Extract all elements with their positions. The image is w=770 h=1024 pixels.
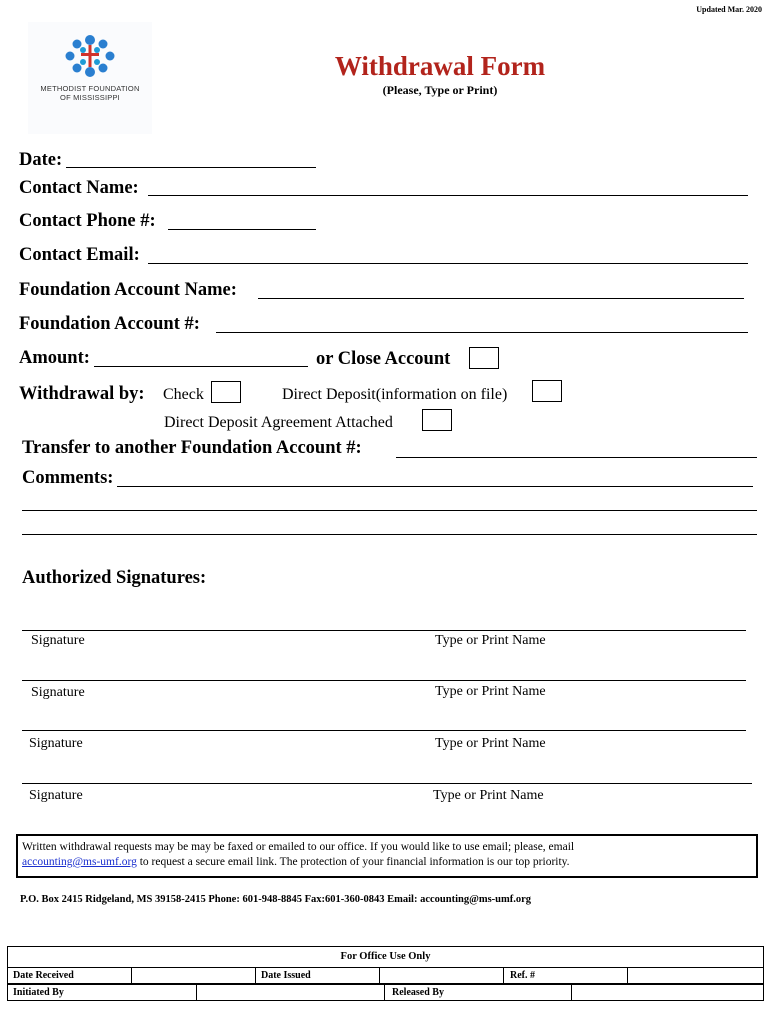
office-use-heading: For Office Use Only (7, 946, 764, 967)
signature-line-3[interactable] (22, 730, 746, 731)
close-account-checkbox[interactable] (469, 347, 499, 369)
comments-field-line-2[interactable] (22, 510, 757, 511)
updated-date: Updated Mar. 2020 (696, 5, 762, 14)
dd-agreement-label: Direct Deposit Agreement Attached (164, 414, 393, 431)
signature-line-2[interactable] (22, 680, 746, 681)
print-name-label-1: Type or Print Name (435, 633, 546, 648)
methodist-foundation-logo-icon (60, 32, 120, 82)
signature-line-1[interactable] (22, 630, 746, 631)
date-field[interactable] (66, 167, 316, 168)
contact-phone-label: Contact Phone #: (19, 211, 156, 231)
transfer-account-field[interactable] (396, 457, 757, 458)
amount-field[interactable] (94, 366, 308, 367)
amount-label: Amount: (19, 348, 90, 368)
direct-deposit-label: Direct Deposit(information on file) (282, 386, 508, 403)
contact-phone-field[interactable] (168, 229, 316, 230)
office-row-1 (7, 967, 764, 984)
signature-label-4: Signature (29, 788, 83, 803)
print-name-label-3: Type or Print Name (435, 736, 546, 751)
date-issued-label: Date Issued (261, 970, 311, 981)
comments-field-line-3[interactable] (22, 534, 757, 535)
account-number-field[interactable] (216, 332, 748, 333)
check-label: Check (163, 386, 204, 403)
print-name-label-4: Type or Print Name (433, 788, 544, 803)
contact-address: P.O. Box 2415 Ridgeland, MS 39158-2415 Phone: 601-948-8845 Fax:601-360-0843 Email: accounting@ms-umf.org (20, 894, 532, 905)
signature-label-1: Signature (31, 633, 85, 648)
comments-label: Comments: (22, 468, 114, 488)
date-label: Date: (19, 150, 63, 170)
initiated-by-label: Initiated By (13, 987, 64, 998)
dd-agreement-checkbox[interactable] (422, 409, 452, 431)
account-name-field[interactable] (258, 298, 744, 299)
check-checkbox[interactable] (211, 381, 241, 403)
organization-logo (28, 22, 152, 134)
withdrawal-by-label: Withdrawal by: (19, 384, 145, 404)
signature-label-3: Signature (29, 736, 83, 751)
form-subtitle: (Please, Type or Print) (382, 83, 498, 97)
form-title: Withdrawal Form (334, 51, 546, 81)
contact-name-field[interactable] (148, 195, 748, 196)
notice-text-before: Written withdrawal requests may be may be faxed or emailed to our office. If you would like to use email; please, email (22, 841, 575, 853)
contact-email-label: Contact Email: (19, 245, 140, 265)
direct-deposit-checkbox[interactable] (532, 380, 562, 402)
org-name-line2: OF MISSISSIPPI (60, 93, 120, 102)
authorized-signatures-heading: Authorized Signatures: (22, 568, 207, 588)
email-link[interactable]: accounting@ms-umf.org (22, 856, 137, 868)
office-row-2 (7, 984, 764, 1001)
signature-label-2: Signature (31, 685, 85, 700)
print-name-label-2: Type or Print Name (435, 684, 546, 699)
account-number-label: Foundation Account #: (19, 314, 200, 334)
signature-line-4[interactable] (22, 783, 752, 784)
released-by-label: Released By (392, 987, 444, 998)
comments-field-line-1[interactable] (117, 486, 753, 487)
close-account-label: or Close Account (316, 349, 451, 369)
transfer-label: Transfer to another Foundation Account #: (22, 438, 362, 458)
date-received-label: Date Received (13, 970, 74, 981)
contact-name-label: Contact Name: (19, 178, 139, 198)
account-name-label: Foundation Account Name: (19, 280, 237, 300)
email-notice-box (16, 834, 758, 878)
contact-email-field[interactable] (148, 263, 748, 264)
notice-text-after: to request a secure email link. The protection of your financial information is our top priority. (139, 856, 570, 868)
ref-label: Ref. # (510, 970, 535, 981)
org-name-line1: METHODIST FOUNDATION (40, 84, 140, 93)
